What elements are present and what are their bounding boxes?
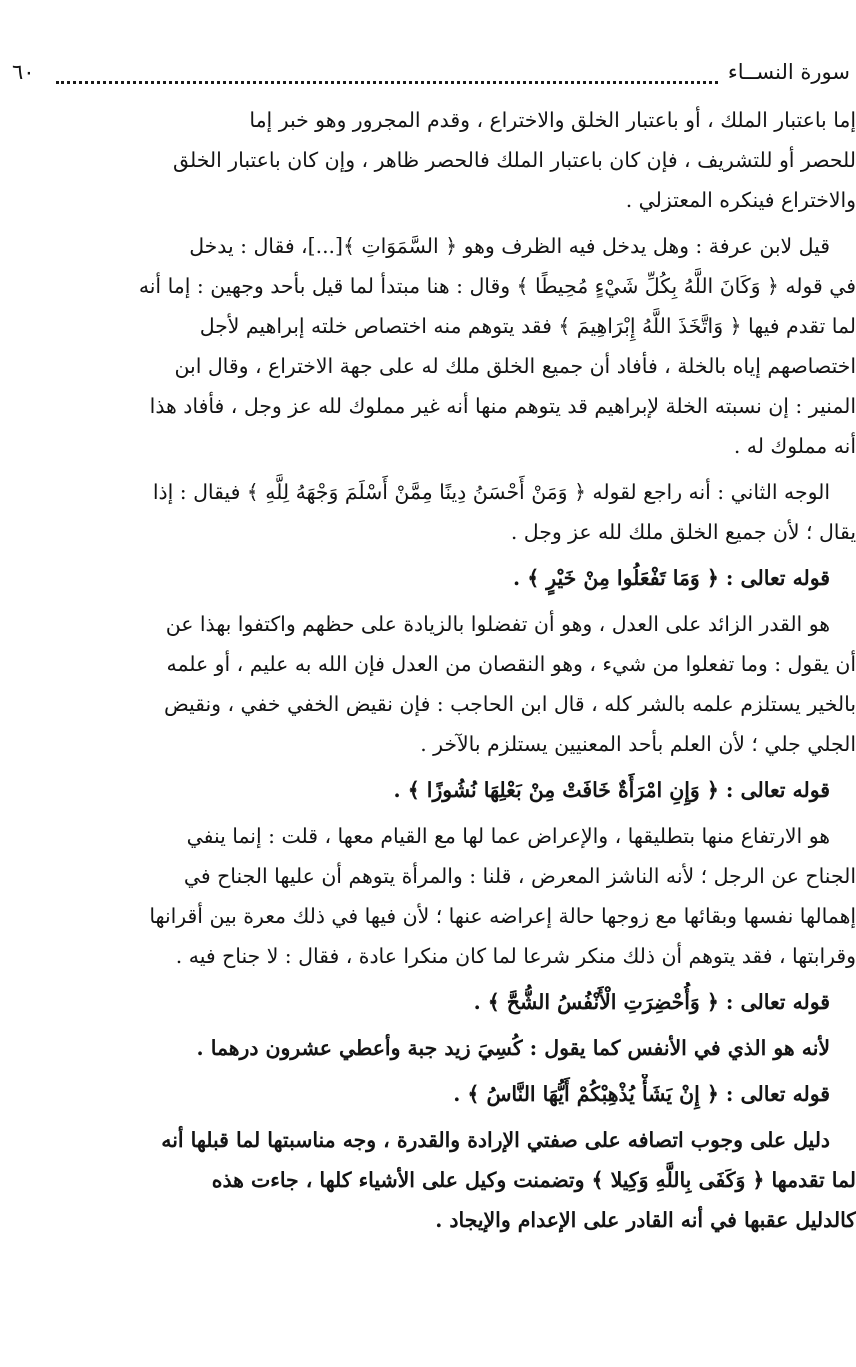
- page-header: [0, 58, 856, 94]
- verse-heading: [0, 982, 856, 1022]
- text-line: للحصر أو للتشريف ، فإن كان باعتبار الملك فالحصر ظاهر ، وإن كان باعتبار الخلق: [173, 148, 856, 172]
- text-line: قوله تعالى : ﴿ وَأُحْضِرَتِ الْأَنْفُسُ الشُّحَّ ﴾ .: [473, 990, 830, 1014]
- text-line: قوله تعالى : ﴿ إِنْ يَشَأْ يُذْهِبْكُمْ أَيُّهَا النَّاسُ ﴾ .: [453, 1082, 830, 1106]
- text-line: كالدليل عقبها في أنه القادر على الإعدام والإيجاد .: [435, 1208, 856, 1232]
- text-line: أن يقول : وما تفعلوا من شيء ، وهو النقصان من العدل فإن الله به عليم ، أو علمه: [166, 652, 856, 676]
- paragraph: [0, 472, 856, 552]
- text-line: إما باعتبار الملك ، أو باعتبار الخلق والاختراع ، وقدم المجرور وهو خبر إما: [249, 108, 856, 132]
- text-line: يقال ؛ لأن جميع الخلق ملك لله عز وجل .: [510, 520, 856, 544]
- verse-heading: [0, 558, 856, 598]
- surah-title: سورة النســاء: [727, 60, 850, 84]
- text-line: المنير : إن نسبته الخلة لإبراهيم قد يتوهم منها أنه غير مملوك لله عز وجل ، فأفاد هذا: [149, 394, 856, 418]
- text-line: الوجه الثاني : أنه راجع لقوله ﴿ وَمَنْ أَحْسَنُ دِينًا مِمَّنْ أَسْلَمَ وَجْهَهُ لِلَّهِ ﴾ فيقال : إذا: [152, 480, 830, 504]
- text-line: قوله تعالى : ﴿ وَمَا تَفْعَلُوا مِنْ خَيْرٍ ﴾ .: [513, 566, 830, 590]
- text-line: قوله تعالى : ﴿ وَإِنِ امْرَأَةٌ خَافَتْ مِنْ بَعْلِهَا نُشُوزًا ﴾ .: [393, 778, 830, 802]
- text-line: هو الارتفاع منها بتطليقها ، والإعراض عما لها مع القيام معها ، قلت : إنما ينفي: [186, 824, 830, 848]
- verse-heading: [0, 770, 856, 810]
- paragraph: [0, 816, 856, 976]
- text-line: الجلي جلي ؛ لأن العلم بأحد المعنيين يستلزم بالآخر .: [420, 732, 856, 756]
- text-line: قيل لابن عرفة : وهل يدخل فيه الظرف وهو ﴿ السَّمَوَاتِ ﴾[...]، فقال : يدخل: [189, 234, 830, 258]
- text-line: لما تقدمها ﴿ وَكَفَى بِاللَّهِ وَكِيلا ﴾ وتضمنت وكيل على الأشياء كلها ، جاءت هذه: [211, 1168, 856, 1192]
- text-line: دليل على وجوب اتصافه على صفتي الإرادة والقدرة ، وجه مناسبتها لما قبلها أنه: [161, 1128, 830, 1152]
- text-line: اختصاصهم إياه بالخلة ، فأفاد أن جميع الخلق ملك له على جهة الاختراع ، وقال ابن: [174, 354, 856, 378]
- text-line: الجناح عن الرجل ؛ لأنه الناشز المعرض ، قلنا : والمرأة يتوهم أن عليها الجناح في: [183, 864, 856, 888]
- page-body: [0, 100, 856, 1246]
- paragraph: [0, 100, 856, 220]
- text-line: وقرابتها ، فقد يتوهم أن ذلك منكر شرعا لما كان منكرا عادة ، فقال : لا جناح فيه .: [175, 944, 856, 968]
- header-dotted-rule: [56, 81, 718, 84]
- text-line: إهمالها نفسها وبقائها مع زوجها حالة إعراضه عنها ؛ لأن فيها في ذلك معرة بين أقرانها: [149, 904, 856, 928]
- text-line: لما تقدم فيها ﴿ وَاتَّخَذَ اللَّهُ إِبْرَاهِيمَ ﴾ فقد يتوهم منه اختصاص خلته إبراهيم لأجل: [199, 314, 856, 338]
- paragraph: [0, 604, 856, 764]
- paragraph: [0, 1028, 856, 1068]
- page-number: ٦٠: [12, 60, 35, 84]
- text-line: لأنه هو الذي في الأنفس كما يقول : كُسِيَ زيد جبة وأعطي عشرون درهما .: [196, 1036, 830, 1060]
- text-line: أنه مملوك له .: [733, 434, 856, 458]
- paragraph: [0, 226, 856, 466]
- text-line: بالخير يستلزم علمه بالشر كله ، قال ابن الحاجب : فإن نقيض الخفي خفي ، ونقيض: [164, 692, 856, 716]
- text-line: في قوله ﴿ وَكَانَ اللَّهُ بِكُلِّ شَيْءٍ مُحِيطًا ﴾ وقال : هنا مبتدأ لما قيل بأحد وجهين : إما أنه: [138, 274, 856, 298]
- verse-heading: [0, 1074, 856, 1114]
- text-line: والاختراع فينكره المعتزلي .: [625, 188, 856, 212]
- text-line: هو القدر الزائد على العدل ، وهو أن تفضلوا بالزيادة على حظهم واكتفوا بهذا عن: [165, 612, 830, 636]
- paragraph: [0, 1120, 856, 1240]
